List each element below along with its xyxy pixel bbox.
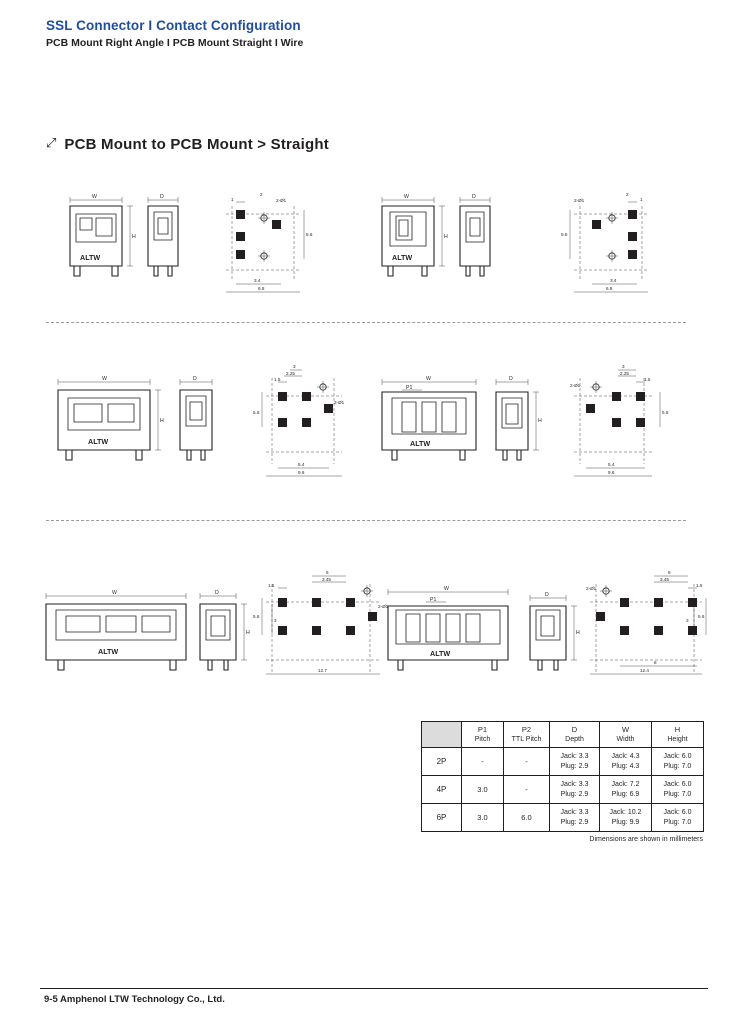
- dim-2p-a: 1: [640, 197, 643, 202]
- table-row: [422, 748, 704, 776]
- diagram-row-2p: [40, 188, 708, 308]
- dim-h-label: H: [246, 630, 250, 636]
- dim-d-label: D: [509, 376, 513, 382]
- header-h-line2: Height: [667, 735, 688, 743]
- row-label-6p: 6P: [422, 804, 462, 832]
- cell-4p-d: [550, 776, 600, 804]
- dim-6p-a: 6: [668, 570, 671, 575]
- row-divider-2: [46, 520, 686, 521]
- dim-h-label: H: [160, 418, 164, 424]
- dim-w-label: W: [426, 376, 431, 382]
- header-w-line2: Width: [616, 735, 635, 743]
- cell-2p-d-plug: Plug: 2.9: [560, 762, 589, 770]
- dim-w-label: W: [92, 194, 97, 200]
- dim-2p-h1: 3.4: [254, 278, 261, 283]
- plug-front-view-2p: [382, 194, 448, 276]
- dim-6p-h1: 8: [654, 660, 657, 665]
- dim-6p-b: 3.45: [322, 577, 331, 582]
- cell-2p-w: [600, 748, 652, 776]
- row-divider-1: [46, 322, 686, 323]
- diagram-row-4p: [40, 360, 708, 480]
- jack-footprint-2p: [226, 192, 313, 292]
- dim-6p-holes: 2-Ø1: [378, 604, 389, 609]
- cell-6p-w-plug: Plug: 9.9: [611, 818, 640, 826]
- dim-4p-h1: 5.4: [608, 462, 615, 467]
- dim-w-label: W: [112, 590, 117, 596]
- jack-front-view-2p: [70, 194, 136, 276]
- cell-6p-h-jack: Jack: 6.0: [663, 809, 692, 816]
- spec-table-wrapper: [421, 721, 703, 832]
- dim-6p-v1: 5.6: [253, 614, 260, 619]
- dim-2p-h2: 6.8: [606, 286, 613, 291]
- dim-h-label: H: [576, 630, 580, 636]
- dim-2p-b: 2: [260, 192, 263, 197]
- dim-2p-v1: 5.6: [561, 232, 568, 237]
- dim-d-label: D: [545, 592, 549, 598]
- dim-4p-b: 2.25: [286, 371, 295, 376]
- cell-6p-h-plug: Plug: 7.0: [663, 818, 692, 826]
- jack-front-view-6p: [46, 590, 186, 670]
- cell-6p-p2: 6.0: [504, 804, 550, 832]
- dim-6p-b: 3.45: [660, 577, 669, 582]
- dim-4p-b: 2.25: [620, 371, 629, 376]
- cell-2p-h-plug: Plug: 7.0: [663, 762, 692, 770]
- jack-front-view-4p: [58, 376, 164, 460]
- dim-6p-v1: 5.6: [698, 614, 705, 619]
- dim-4p-a: 3: [622, 364, 625, 369]
- dim-4p-c: 1.5: [274, 377, 281, 382]
- cell-6p-d: [550, 804, 600, 832]
- table-note: Dimensions are shown in millimeters: [589, 836, 703, 843]
- cell-4p-d-jack: Jack: 3.3: [560, 781, 589, 788]
- dim-d-label: D: [472, 194, 476, 200]
- dim-6p-c: 1.5: [696, 583, 703, 588]
- brand-label: ALTW: [410, 439, 431, 448]
- row-label-2p: 2P: [422, 748, 462, 776]
- cell-2p-w-jack: Jack: 4.3: [611, 753, 640, 760]
- brand-label: ALTW: [392, 253, 413, 262]
- dim-6p-a: 6: [326, 570, 329, 575]
- dim-6p-h2: 12.4: [640, 668, 649, 673]
- dim-2p-h2: 6.8: [258, 286, 265, 291]
- table-header-h: [652, 722, 704, 748]
- cell-2p-p2: -: [504, 748, 550, 776]
- dim-4p-holes: 2-Ø1: [570, 383, 581, 388]
- dim-p1-label: P1: [430, 597, 437, 603]
- arrow-down-right-icon: ⤢: [46, 135, 57, 150]
- dim-p1-label: P1: [406, 385, 413, 391]
- cell-4p-d-plug: Plug: 2.9: [560, 790, 589, 798]
- cell-4p-h-plug: Plug: 7.0: [663, 790, 692, 798]
- plug-footprint-2p: [561, 192, 648, 292]
- dim-4p-h1: 5.4: [298, 462, 305, 467]
- cell-6p-p1: 3.0: [462, 804, 504, 832]
- dim-2p-a: 1: [231, 197, 234, 202]
- spec-table: [421, 721, 704, 832]
- dim-w-label: W: [404, 194, 409, 200]
- table-header-w: [600, 722, 652, 748]
- dim-2p-h1: 3.4: [610, 278, 617, 283]
- header-h-line1: H: [674, 724, 681, 734]
- header-p2-line2: TTL Pitch: [511, 735, 542, 743]
- dim-6p-h3: 12.7: [318, 668, 327, 673]
- header-title-primary: SSL Connector I Contact Configuration: [46, 18, 301, 33]
- cell-2p-d-jack: Jack: 3.3: [560, 753, 589, 760]
- dim-4p-holes: 2-Ø1: [334, 400, 345, 405]
- dim-6p-c: 1.5: [268, 583, 275, 588]
- cell-4p-w-plug: Plug: 6.9: [611, 790, 640, 798]
- cell-6p-d-jack: Jack: 3.3: [560, 809, 589, 816]
- plug-side-view-2p: [460, 194, 490, 276]
- jack-footprint-4p: [253, 364, 345, 476]
- header-w-line1: W: [621, 724, 630, 734]
- dim-6p-holes: 2-Ø1: [586, 586, 597, 591]
- diagram-row-6p: [40, 548, 708, 673]
- table-header-p1: [462, 722, 504, 748]
- cell-2p-d: [550, 748, 600, 776]
- plug-front-view-6p: [388, 586, 508, 670]
- cell-6p-h: [652, 804, 704, 832]
- cell-4p-h-jack: Jack: 6.0: [663, 781, 692, 788]
- cell-2p-h-jack: Jack: 6.0: [663, 753, 692, 760]
- plug-side-view-4p: [496, 376, 542, 460]
- dim-h-label: H: [444, 234, 448, 240]
- brand-label: ALTW: [88, 437, 109, 446]
- dim-d-label: D: [215, 590, 219, 596]
- page-header: [46, 18, 706, 50]
- plug-footprint-6p: [586, 570, 706, 674]
- jack-side-view-6p: [200, 590, 250, 670]
- footer-divider: [40, 988, 708, 989]
- jack-side-view-4p: [180, 376, 212, 460]
- cell-4p-w: [600, 776, 652, 804]
- dim-6p-v2: 3: [686, 618, 689, 623]
- plug-front-view-4p: [382, 376, 476, 460]
- plug-side-view-6p: [530, 592, 580, 670]
- header-p2-line1: P2: [521, 724, 532, 734]
- header-d-line1: D: [571, 724, 578, 734]
- dim-4p-h2: 9.6: [608, 470, 615, 475]
- dim-w-label: W: [102, 376, 107, 382]
- dim-h-label: H: [538, 418, 542, 424]
- jack-footprint-6p: [253, 570, 389, 674]
- cell-4p-p1: 3.0: [462, 776, 504, 804]
- brand-label: ALTW: [430, 649, 451, 658]
- brand-label: ALTW: [80, 253, 101, 262]
- cell-2p-p1: -: [462, 748, 504, 776]
- row-label-4p: 4P: [422, 776, 462, 804]
- cell-6p-d-plug: Plug: 2.9: [560, 818, 589, 826]
- table-header-p2: [504, 722, 550, 748]
- table-header-row: [422, 722, 704, 748]
- cell-2p-h: [652, 748, 704, 776]
- footer-label: 9-5 Amphenol LTW Technology Co., Ltd.: [44, 994, 225, 1005]
- header-title-secondary: PCB Mount Right Angle I PCB Mount Straight I Wire: [46, 37, 304, 49]
- dim-d-label: D: [160, 194, 164, 200]
- section-heading-label: PCB Mount to PCB Mount > Straight: [64, 136, 329, 153]
- dim-4p-v1: 5.6: [662, 410, 669, 415]
- cell-6p-w: [600, 804, 652, 832]
- table-row: [422, 804, 704, 832]
- dim-2p-holes: 2-Ø1: [276, 198, 287, 203]
- cell-2p-w-plug: Plug: 4.3: [611, 762, 640, 770]
- dim-4p-v1: 5.6: [253, 410, 260, 415]
- brand-label: ALTW: [98, 647, 119, 656]
- dim-d-label: D: [193, 376, 197, 382]
- table-header-d: [550, 722, 600, 748]
- dim-2p-v1: 5.6: [306, 232, 313, 237]
- dim-4p-c: 1.5: [644, 377, 651, 382]
- dim-w-label: W: [444, 586, 449, 592]
- table-row: [422, 776, 704, 804]
- section-heading: [46, 136, 329, 153]
- plug-footprint-4p: [570, 364, 669, 476]
- jack-side-view-2p: [148, 194, 178, 276]
- dim-4p-a: 3: [293, 364, 296, 369]
- header-p1-line1: P1: [477, 724, 488, 734]
- dim-2p-b: 2: [626, 192, 629, 197]
- cell-4p-h: [652, 776, 704, 804]
- cell-4p-w-jack: Jack: 7.2: [611, 781, 640, 788]
- table-corner-cell: [422, 722, 462, 748]
- header-d-line2: Depth: [565, 735, 584, 743]
- dim-h-label: H: [132, 234, 136, 240]
- dim-6p-v2: 3: [274, 618, 277, 623]
- header-p1-line2: Pitch: [474, 735, 491, 743]
- dim-2p-holes: 2-Ø1: [574, 198, 585, 203]
- cell-6p-w-jack: Jack: 10.2: [609, 809, 642, 816]
- cell-4p-p2: -: [504, 776, 550, 804]
- dim-4p-h2: 9.6: [298, 470, 305, 475]
